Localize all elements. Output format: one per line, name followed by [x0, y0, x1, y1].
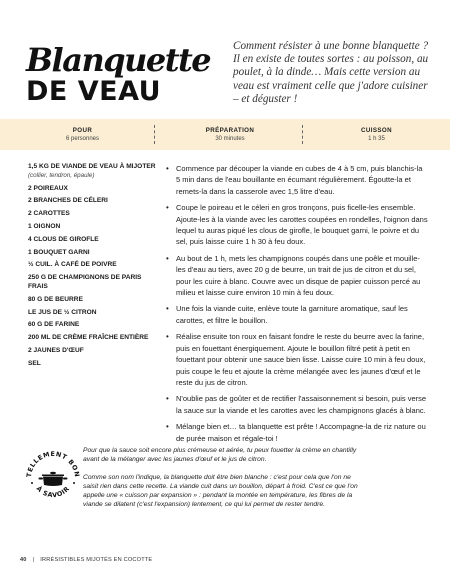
info-value: 30 minutes	[215, 136, 245, 142]
ingredient-text: 2 JAUNES D'ŒUF	[28, 346, 84, 354]
svg-text:À SAVOIR	[35, 484, 72, 499]
ingredient-text: 2 CAROTTES	[28, 210, 70, 218]
tip-paragraph: Comme son nom l'indique, la blanquette doit être bien blanche : c'est pour cela que l'on ne saisit rien dans cette recette. La viande cuit dans un bouillon, départ à froid. C'est ce que l'on appelle une « cuisson par expansion » : pendant la montée en température, les fibres de la viande se dilatent (c'est l'expansion) lentement, ce qui lui permet de rester tendre.	[83, 473, 358, 509]
step-list	[166, 163, 428, 449]
step-item: • Coupe le poireau et le céleri en gros tronçons, puis ficelle-les ensemble. Ajoute-les à la viande avec les carottes coupées en rondelles, l'oignon dans lequel tu auras piqué les clous de girofle, le bouquet garni, le poivre et du sel, puis laisse cuire 1 h 30 à feu doux.	[166, 202, 428, 248]
ingredient-note: (collier, tendron, épaule)	[28, 171, 95, 179]
badge-bottom-text: À SAVOIR	[34, 484, 72, 500]
ingredient-text: ½ CUIL. À CAFÉ DE POIVRE	[28, 261, 117, 269]
ingredient-text: 2 POIREAUX	[28, 184, 68, 192]
tip-box	[83, 446, 358, 518]
recipe-intro: Comment résister à une bonne blanquette ? Il en existe de toutes sortes : au poisson, au poulet, à la dinde… Mais cette version au veau est vraiment celle que j'adore cuisiner – et déguster !	[233, 40, 429, 105]
step-item: • Une fois la viande cuite, enlève toute la garniture aromatique, sauf les carottes, et filtre le bouillon.	[166, 303, 428, 326]
ingredient-item	[28, 210, 156, 219]
ingredient-item	[28, 249, 156, 258]
ingredient-item	[28, 197, 156, 206]
step-item: • N'oublie pas de goûter et de rectifier l'assaisonnement si besoin, puis verse la sauce sur la viande et les carottes avec les champignons glacés à blanc.	[166, 393, 428, 416]
step-item: • Réalise ensuite ton roux en faisant fondre le reste du beurre avec la farine, puis en fouettant énergiquement. Ajoute le bouillon filtré petit à petit en fouettant pour obtenir une sauce bien lisse. Laisse cuire 10 min à feu doux, puis coupe le feu et ajoute la crème mélangée avec les jaunes d'œuf et le reste du jus de citron.	[166, 331, 428, 388]
title-line-1: Blanquette	[26, 41, 211, 79]
page-number: 40	[20, 557, 27, 563]
info-label: POUR	[72, 127, 93, 134]
ingredient-text: SEL	[28, 359, 41, 367]
ingredient-text: 1,5 KG DE VIANDE DE VEAU À MIJOTER	[28, 163, 156, 170]
info-cooking	[361, 127, 392, 142]
footer-separator: |	[32, 557, 35, 563]
ingredient-text: 60 G DE FARINE	[28, 321, 80, 329]
ingredient-item	[28, 321, 156, 330]
ingredient-text: 1 BOUQUET GARNI	[28, 248, 90, 256]
info-divider	[302, 125, 303, 144]
ingredient-item	[28, 360, 156, 369]
ingredient-item	[28, 163, 156, 181]
info-label: CUISSON	[360, 127, 392, 134]
tip-paragraph: Pour que la sauce soit encore plus crémeuse et aérée, tu peux fouetter la crème en chantilly avant de la mélanger avec les jaunes d'œuf et le jus de citron.	[83, 447, 357, 464]
pot-icon	[39, 472, 68, 486]
tip-badge-icon	[22, 445, 84, 507]
ingredient-item	[28, 185, 156, 194]
recipe-title	[26, 41, 216, 107]
ingredient-item	[28, 296, 156, 305]
info-label: PRÉPARATION	[205, 127, 255, 134]
recipe-info-band	[0, 119, 450, 150]
ingredient-text: 4 CLOUS DE GIROFLE	[28, 235, 99, 243]
ingredient-item	[28, 236, 156, 245]
info-divider	[154, 125, 155, 144]
ingredient-item	[28, 334, 156, 343]
step-item: • Au bout de 1 h, mets les champignons coupés dans une poêle et mouille-les d'eau au tiers, avec 20 g de beurre, un trait de jus de citron et du sel, pour les cuire à blanc. Couvre avec un disque de papier cuisson percé au milieu et laisse cuire environ 10 min à feu doux.	[166, 253, 428, 299]
ingredient-text: LE JUS DE ½ CITRON	[28, 308, 97, 316]
ingredient-item	[28, 274, 156, 292]
info-value: 6 personnes	[66, 136, 100, 142]
ingredient-list	[28, 163, 156, 373]
step-item: • Mélange bien et… ta blanquette est prête ! Accompagne-la de riz nature ou de purée maison et régale-toi !	[166, 421, 428, 444]
ingredient-item	[28, 223, 156, 232]
ingredient-item	[28, 261, 156, 270]
step-item: • Commence par découper la viande en cubes de 4 à 5 cm, puis blanchis-la 5 min dans de l'eau bouillante en écumant régulièrement. Égoutte-la et remets-la dans la casserole avec 1,5 litre d'eau.	[166, 163, 428, 197]
badge-top-text: TELLEMENT BON	[24, 449, 82, 478]
ingredient-text: 1 OIGNON	[28, 222, 61, 230]
ingredient-text: 250 G DE CHAMPIGNONS DE PARIS FRAIS	[28, 274, 142, 290]
ingredient-item	[28, 309, 156, 318]
book-title: IRRÉSISTIBLES MIJOTÉS EN COCOTTE	[40, 557, 153, 563]
ingredient-item	[28, 347, 156, 356]
title-line-2: DE VEAU	[26, 76, 162, 107]
ingredient-text: 80 G DE BEURRE	[28, 295, 83, 303]
ingredient-text: 200 ML DE CRÈME FRAÎCHE ENTIÈRE	[28, 334, 149, 342]
info-servings	[66, 127, 99, 142]
page-footer	[20, 557, 152, 563]
info-preparation	[206, 127, 255, 142]
info-value: 1 h 35	[368, 136, 385, 142]
ingredient-text: 2 BRANCHES DE CÉLERI	[28, 197, 108, 205]
